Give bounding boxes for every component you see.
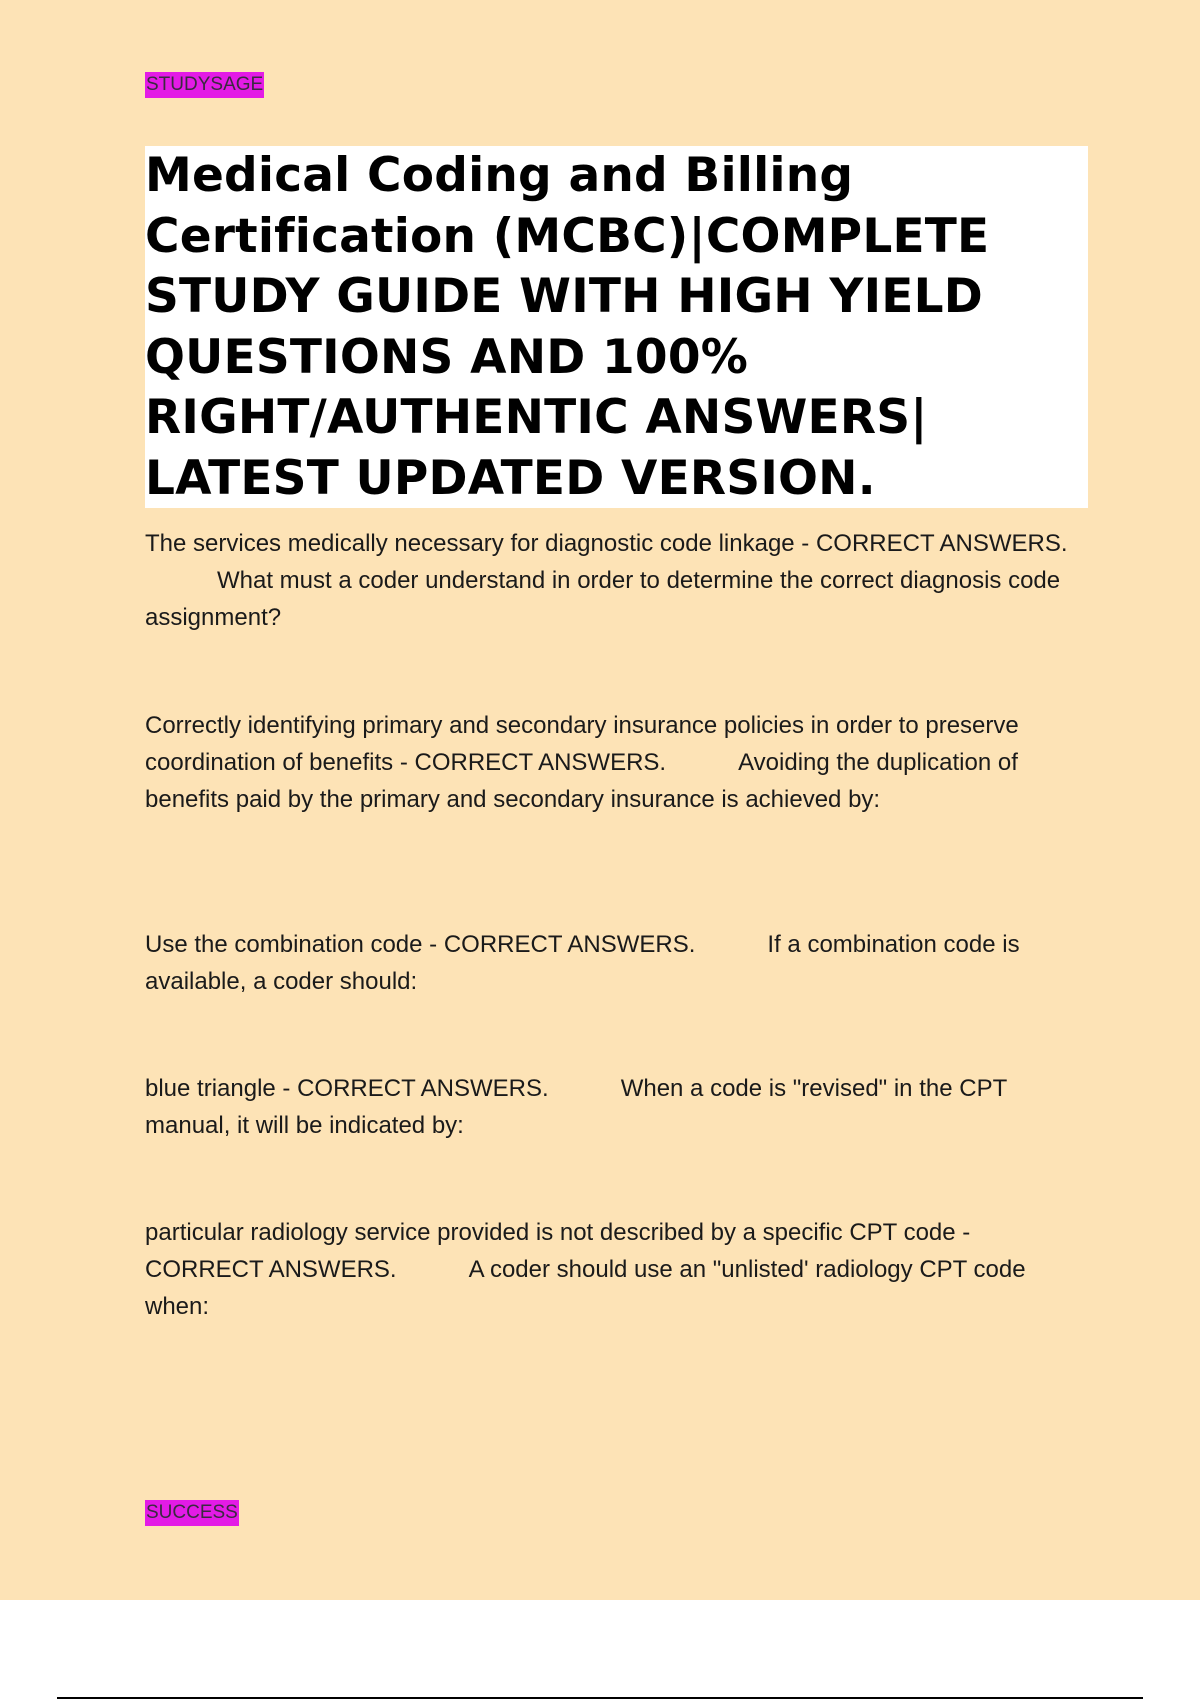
answer-text: Correctly identifying primary and secondary insurance policies in order to preserve coordination of benefits - CORRECT ANSWERS. — [145, 712, 1019, 776]
header-tag: STUDYSAGE — [145, 72, 264, 98]
answer-text: blue triangle - CORRECT ANSWERS. — [145, 1075, 549, 1102]
answer-text: Use the combination code - CORRECT ANSWERS. — [145, 931, 696, 958]
qa-entry-4 — [145, 1070, 1095, 1144]
question-text: When a code is "revised" in the CPT manual, it will be indicated by: — [145, 1075, 1007, 1139]
answer-text: The services medically necessary for diagnostic code linkage - CORRECT ANSWERS. — [145, 530, 1068, 557]
qa-entry-3 — [145, 926, 1095, 1000]
bottom-rule — [57, 1697, 1143, 1699]
footer-tag: SUCCESS — [145, 1500, 239, 1526]
title-box — [145, 146, 1088, 508]
qa-entry-5 — [145, 1214, 1095, 1325]
qa-entry-1 — [145, 525, 1095, 636]
question-text: Avoiding the duplication of benefits paid by the primary and secondary insurance is achieved by: — [145, 749, 1018, 813]
question-text: A coder should use an "unlisted' radiology CPT code when: — [145, 1256, 1026, 1320]
document-title: Medical Coding and Billing Certification (MCBC)|COMPLETE STUDY GUIDE WITH HIGH YIELD QUESTIONS AND 100% RIGHT/AUTHENTIC ANSWERS| LATEST UPDATED VERSION. — [145, 148, 990, 506]
question-text: If a combination code is available, a coder should: — [145, 931, 1020, 995]
answer-text: particular radiology service provided is not described by a specific CPT code - CORRECT ANSWERS. — [145, 1219, 971, 1283]
qa-entry-2 — [145, 707, 1095, 818]
question-text: What must a coder understand in order to determine the correct diagnosis code assignment? — [145, 567, 1061, 631]
